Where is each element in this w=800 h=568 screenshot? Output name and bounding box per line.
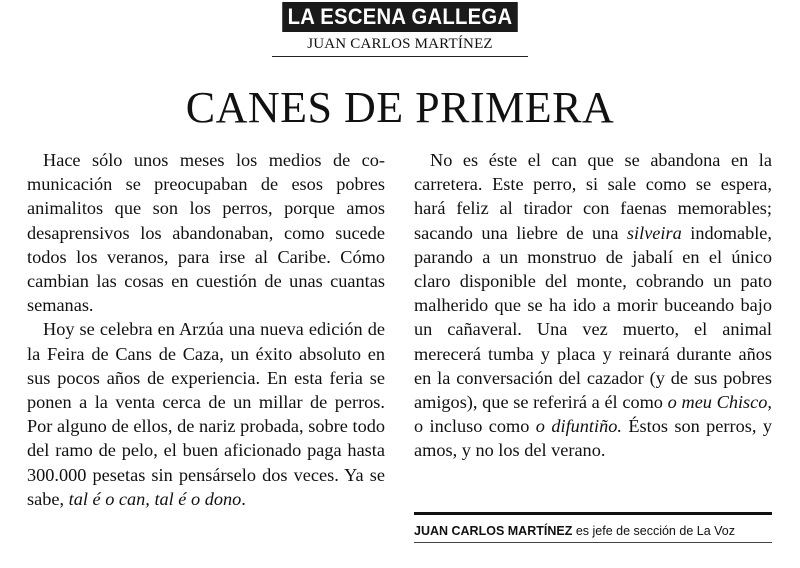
paragraph-2 <box>27 317 385 511</box>
paragraph-3-italic-a: silveira <box>626 222 682 243</box>
paragraph-2-end: . <box>241 488 246 509</box>
signature-role: es jefe de sección de La Voz <box>575 524 735 538</box>
section-title: LA ESCENA GALLEGA <box>287 4 513 29</box>
paragraph-3 <box>414 148 772 463</box>
author-signature <box>414 524 772 543</box>
paragraph-3-italic-b: o meu Chisco, <box>667 392 772 413</box>
article-column-right <box>414 148 772 463</box>
paragraph-2-quote: tal é o can, tal é o dono <box>68 488 242 509</box>
paragraph-3-italic-c: o difuntiño. <box>535 416 622 437</box>
article-headline: CANES DE PRIMERA <box>185 83 615 132</box>
article-column-left <box>27 148 385 511</box>
signature-name: JUAN CARLOS MARTÍNEZ <box>414 524 573 538</box>
paragraph-1: Hace sólo unos meses los medios de comunicación se preocupaban de esos pobres animalitos que son los perros, porque amos desaprensivos los abandonaban, como sucede todos los veranos, para irse al Caribe. Cómo cambian las cosas en cuestión de unas cuantas semanas. <box>27 150 385 316</box>
signature-rule <box>414 512 772 515</box>
paragraph-3-text-c: o incluso como <box>414 416 530 437</box>
paragraph-2-text: Hoy se celebra en Arzúa una nueva edición de la Feira de Cans de Caza, un éxito absoluto en sus pocos años de experiencia. En esta feria se ponen a la venta cerca de un millar de perros. Por alguno de ellos, de nariz probada, sobre todo del ramo de pelo, el buen aficionado paga hasta 300.000 pesetas sin pensárselo dos veces. Ya se sabe, <box>27 319 385 509</box>
paragraph-3-text-d: Éstos son perros, y amos, y no los del verano. <box>414 416 772 461</box>
paragraph-3-text-a: No es éste el can que se abandona en la carretera. Este perro, si sale como se espera, hará feliz al tirador con faenas memorables; sacando una liebre de una <box>414 150 772 243</box>
author-byline: JUAN CARLOS MARTÍNEZ <box>272 36 528 57</box>
section-banner <box>282 2 518 32</box>
paragraph-3-text-b: indomable, parando a un monstruo de jabalí en el único claro disponible del monte, cobrando un pato malherido que se ha ido a morir buceando bajo un cañaveral. Una vez muerto, el animal merecerá tumba y placa y reinará durante años en la conversación del cazador (y de sus pobres amigos), que se referirá a él como <box>414 222 772 413</box>
